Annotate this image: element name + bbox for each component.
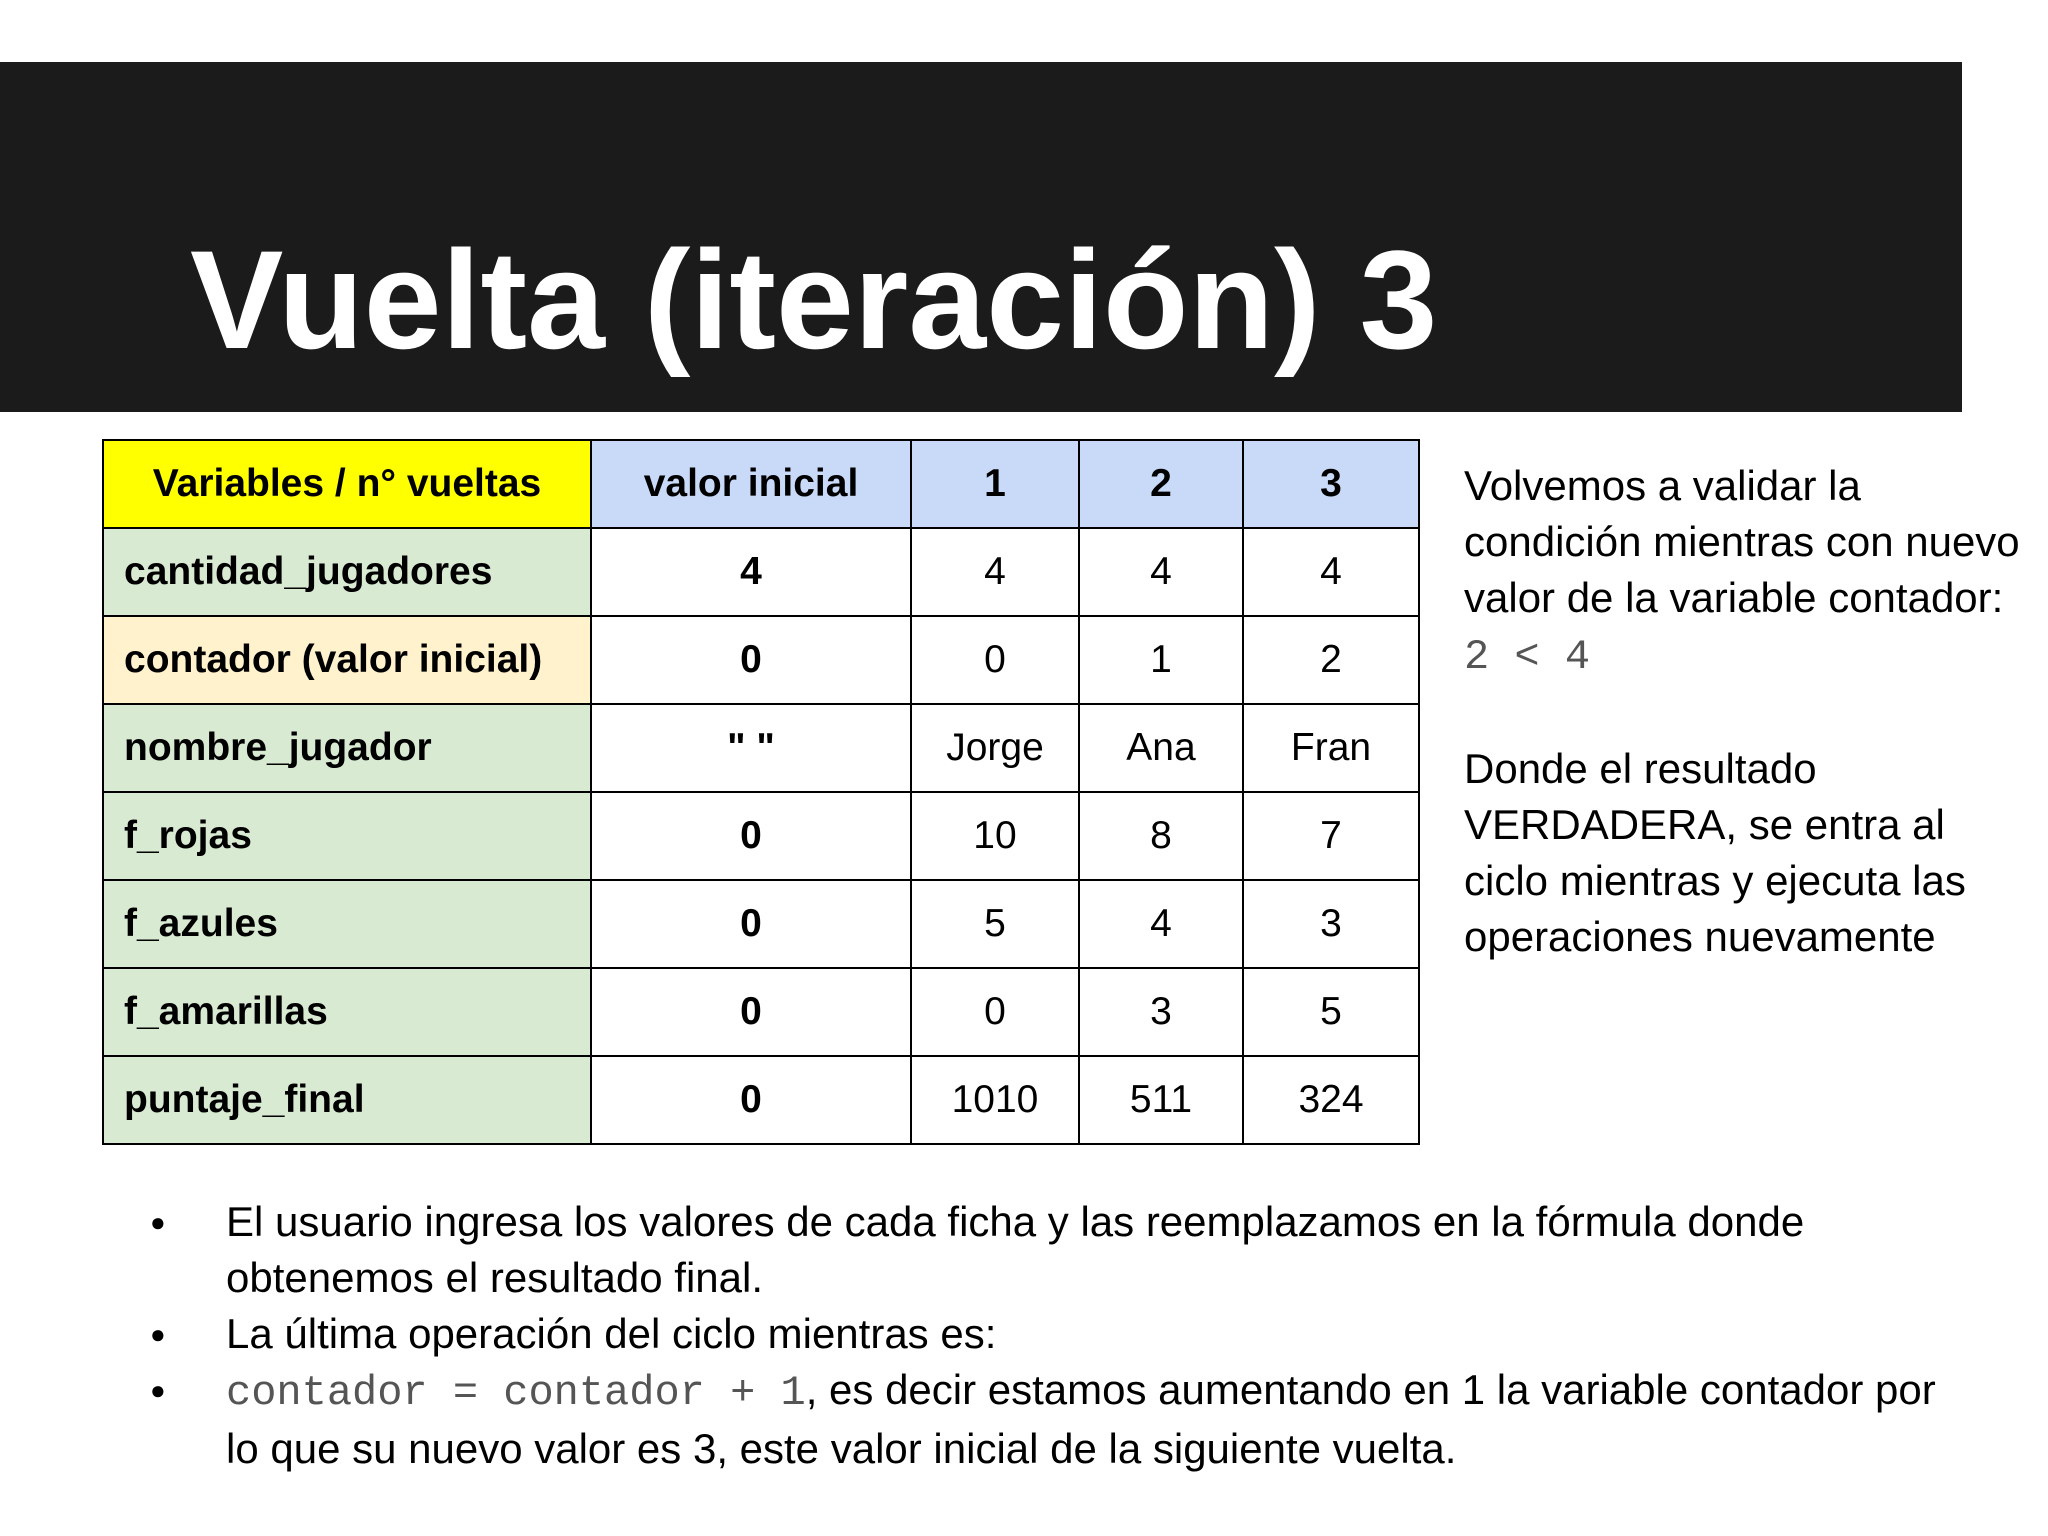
header-round-1: 1 <box>911 440 1079 528</box>
cell-round-1: 1010 <box>911 1056 1079 1144</box>
cell-round-1: Jorge <box>911 704 1079 792</box>
cell-round-3: 3 <box>1243 880 1419 968</box>
slide-title: Vuelta (iteración) 3 <box>190 221 1438 378</box>
table-row <box>103 968 1419 1056</box>
cell-round-1: 4 <box>911 528 1079 616</box>
cell-round-3: Fran <box>1243 704 1419 792</box>
bullet-item-2: ● La última operación del ciclo mientras es: <box>150 1306 1970 1362</box>
increment-code: contador = contador + 1 <box>226 1369 806 1417</box>
side-paragraph-2: Donde el resultado VERDADERA, se entra al ciclo mientras y ejecuta las operaciones nuevamente <box>1464 745 1966 960</box>
cell-round-2: 8 <box>1079 792 1243 880</box>
header-variables: Variables / n° vueltas <box>103 440 591 528</box>
table-row <box>103 528 1419 616</box>
cell-round-2: 1 <box>1079 616 1243 704</box>
cell-round-2: Ana <box>1079 704 1243 792</box>
header-round-2: 2 <box>1079 440 1243 528</box>
cell-round-3: 2 <box>1243 616 1419 704</box>
row-name: f_azules <box>103 880 591 968</box>
side-explanation <box>1464 458 2024 965</box>
bullet-item-1: ● El usuario ingresa los valores de cada ficha y las reemplazamos en la fórmula donde obtenemos el resultado final. <box>150 1194 1970 1306</box>
table-row <box>103 704 1419 792</box>
table-header-row <box>103 440 1419 528</box>
cell-round-3: 324 <box>1243 1056 1419 1144</box>
cell-initial: 0 <box>591 1056 911 1144</box>
row-name: f_rojas <box>103 792 591 880</box>
cell-initial: 4 <box>591 528 911 616</box>
cell-round-1: 10 <box>911 792 1079 880</box>
cell-round-3: 4 <box>1243 528 1419 616</box>
cell-round-2: 3 <box>1079 968 1243 1056</box>
row-name: puntaje_final <box>103 1056 591 1144</box>
table-row <box>103 616 1419 704</box>
cell-round-3: 7 <box>1243 792 1419 880</box>
cell-round-2: 4 <box>1079 528 1243 616</box>
bullet-list <box>150 1194 1970 1477</box>
cell-round-2: 4 <box>1079 880 1243 968</box>
cell-round-1: 5 <box>911 880 1079 968</box>
side-paragraph-1 <box>1464 458 2024 685</box>
table-row <box>103 1056 1419 1144</box>
variables-table <box>102 439 1420 1145</box>
cell-initial: 0 <box>591 792 911 880</box>
cell-initial: 0 <box>591 968 911 1056</box>
cell-round-1: 0 <box>911 968 1079 1056</box>
cell-initial: " " <box>591 704 911 792</box>
cell-round-1: 0 <box>911 616 1079 704</box>
row-name: contador (valor inicial) <box>103 616 591 704</box>
table-row <box>103 792 1419 880</box>
cell-initial: 0 <box>591 880 911 968</box>
cell-initial: 0 <box>591 616 911 704</box>
header-initial-value: valor inicial <box>591 440 911 528</box>
table-row <box>103 880 1419 968</box>
cell-round-2: 511 <box>1079 1056 1243 1144</box>
row-name: nombre_jugador <box>103 704 591 792</box>
row-name: cantidad_jugadores <box>103 528 591 616</box>
bullet-item-3 <box>150 1362 1970 1477</box>
header-round-3: 3 <box>1243 440 1419 528</box>
cell-round-3: 5 <box>1243 968 1419 1056</box>
row-name: f_amarillas <box>103 968 591 1056</box>
bullet-item-3-text: , es decir estamos aumentando en 1 la variable contador por lo que su nuevo valor es 3, este valor inicial de la siguiente vuelta. <box>226 1366 1936 1472</box>
side-paragraph-1-text: Volvemos a validar la condición mientras con nuevo valor de la variable contador: <box>1464 462 2020 621</box>
condition-code: 2 < 4 <box>1464 633 1591 681</box>
